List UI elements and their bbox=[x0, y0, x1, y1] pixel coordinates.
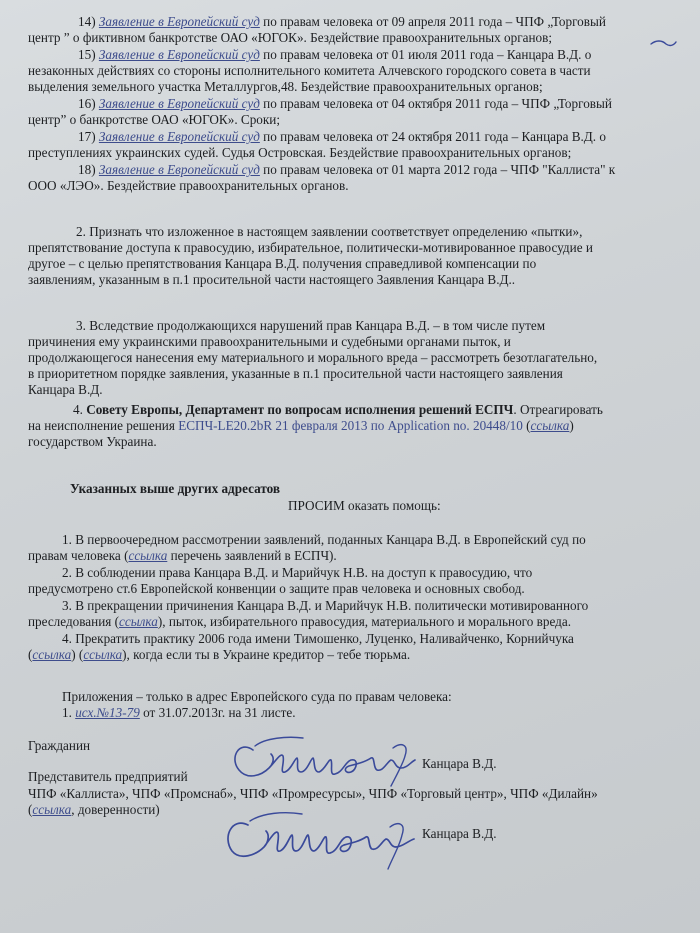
complaint-18-link[interactable]: Заявление в Европейский суд bbox=[98, 162, 260, 177]
complaint-16-line2: центр” о банкротстве ОАО «ЮГОК». Сроки; bbox=[28, 112, 281, 127]
request-3-line1: 3. В прекращении причинения Канцара В.Д. и Марийчук Н.В. политически мотивированного bbox=[62, 598, 589, 613]
request-4-link-2[interactable]: ссылка bbox=[83, 647, 123, 662]
complaint-14-link[interactable]: Заявление в Европейский суд bbox=[98, 14, 260, 29]
complaint-18: 18) Заявление в Европейский суд по правам человека от 01 марта 2012 года – ЧПФ "Каллиста" к bbox=[78, 162, 616, 177]
request-4-line1: 4. Прекратить практику 2006 года имени Тимошенко, Луценко, Наливайченко, Корнийчука bbox=[62, 631, 574, 646]
addressees-heading: Указанных выше других адресатов bbox=[70, 481, 281, 496]
point-4-link[interactable]: ссылка bbox=[530, 418, 570, 433]
attachment-link[interactable]: исх.№13-79 bbox=[75, 705, 140, 720]
complaint-14-line2: центр ” о фиктивном банкротстве ОАО «ЮГОК». Бездействие правоохранительных органов; bbox=[28, 30, 553, 45]
point-3-line5: Канцара В.Д. bbox=[28, 382, 103, 397]
point-4-line2: на неисполнение решения ЕСПЧ-LE20.2bR 21 февраля 2013 по Application no. 20448/10 (ссылка) bbox=[28, 418, 574, 433]
complaint-17: 17) Заявление в Европейский суд по правам человека от 24 октября 2011 года – Канцара В.Д. о bbox=[78, 129, 606, 144]
request-3-line2: преследования (ссылка), пыток, избирательного правосудия, материального и морального вреда. bbox=[28, 614, 572, 629]
representative-name: Канцара В.Д. bbox=[422, 826, 497, 841]
signature-2 bbox=[218, 805, 428, 875]
point-2-line3: другое – с целью препятствования Канцара В.Д. получения справедливой компенсации по bbox=[28, 256, 537, 271]
point-3-line2: причинения ему украинскими правоохранительными и судебными органами пыток, и bbox=[28, 334, 511, 349]
representative-label: Представитель предприятий bbox=[28, 769, 188, 784]
citizen-label: Гражданин bbox=[28, 738, 91, 753]
complaint-15-line2: незаконных действиях со стороны исполнительного комитета Алчевского городского совета в части bbox=[28, 63, 591, 78]
point-4-line1: 4. Совету Европы, Департамент по вопросам исполнения решений ЕСПЧ. Отреагировать bbox=[73, 402, 603, 417]
point-3-line3: продолжающегося нанесения ему материального и морального вреда – рассмотреть безотлагательно, bbox=[28, 350, 598, 365]
point-2-line2: препятствование доступа к правосудию, избирательное, политически-мотивированное правосудие и bbox=[28, 240, 593, 255]
point-3-line4: в приоритетном порядке заявления, указанные в п.1 просительной части настоящего заявления bbox=[28, 366, 563, 381]
request-1-line2: правам человека (ссылка перечень заявлений в ЕСПЧ). bbox=[28, 548, 337, 563]
request-1-link[interactable]: ссылка bbox=[128, 548, 168, 563]
point-2-line4: заявлениям, указанным в п.1 просительной части настоящего Заявления Канцара В.Д.. bbox=[28, 272, 516, 287]
point-4-line3: государством Украина. bbox=[28, 434, 157, 449]
attachments-title: Приложения – только в адрес Европейского суда по правам человека: bbox=[62, 689, 452, 704]
point-2-line1: 2. Признать что изложенное в настоящем заявлении соответствует определению «пытки», bbox=[76, 224, 583, 239]
complaint-16-link[interactable]: Заявление в Европейский суд bbox=[98, 96, 260, 111]
request-title: ПРОСИМ оказать помощь: bbox=[288, 498, 441, 513]
pen-mark bbox=[648, 36, 678, 52]
request-4-line2: (ссылка) (ссылка), когда если ты в Украине кредитор – тебе тюрьма. bbox=[28, 647, 411, 662]
council-of-europe-heading: Совету Европы, Департамент по вопросам исполнения решений ЕСПЧ bbox=[86, 402, 514, 417]
signature-1 bbox=[225, 728, 425, 794]
point-3-line1: 3. Вследствие продолжающихся нарушений прав Канцара В.Д. – в том числе путем bbox=[76, 318, 546, 333]
complaint-15: 15) Заявление в Европейский суд по правам человека от 01 июля 2011 года – Канцара В.Д. о bbox=[78, 47, 592, 62]
complaint-17-link[interactable]: Заявление в Европейский суд bbox=[98, 129, 260, 144]
complaint-16: 16) Заявление в Европейский суд по правам человека от 04 октября 2011 года – ЧПФ „Торговый bbox=[78, 96, 612, 111]
complaint-14: 14) Заявление в Европейский суд по правам человека от 09 апреля 2011 года – ЧПФ „Торговый bbox=[78, 14, 606, 29]
representative-link[interactable]: ссылка bbox=[32, 802, 72, 817]
representative-docs: (ссылка, доверенности) bbox=[28, 802, 160, 817]
representative-companies: ЧПФ «Каллиста», ЧПФ «Промснаб», ЧПФ «Промресурсы», ЧПФ «Торговый центр», ЧПФ «Дилайн» bbox=[28, 786, 598, 801]
complaint-18-line2: ООО «ЛЭО». Бездействие правоохранительных органов. bbox=[28, 178, 349, 193]
citizen-name: Канцара В.Д. bbox=[422, 756, 497, 771]
complaint-15-link[interactable]: Заявление в Европейский суд bbox=[98, 47, 260, 62]
request-2-line1: 2. В соблюдении права Канцара В.Д. и Марийчук Н.В. на доступ к правосудию, что bbox=[62, 565, 533, 580]
attachment-item: 1. исх.№13-79 от 31.07.2013г. на 31 листе. bbox=[62, 705, 296, 720]
complaint-17-line2: преступлениях украинских судей. Судья Островская. Бездействие правоохранительных органов; bbox=[28, 145, 572, 160]
complaint-15-line3: выделения земельного участка Металлургов,48. Бездействие правоохранительных органов; bbox=[28, 79, 543, 94]
request-1-line1: 1. В первоочередном рассмотрении заявлений, поданных Канцара В.Д. в Европейский суд по bbox=[62, 532, 586, 547]
request-3-link[interactable]: ссылка bbox=[119, 614, 158, 629]
request-4-link-1[interactable]: ссылка bbox=[32, 647, 72, 662]
request-2-line2: предусмотрено ст.6 Европейской конвенции о защите прав человека и основных свобод. bbox=[28, 581, 525, 596]
